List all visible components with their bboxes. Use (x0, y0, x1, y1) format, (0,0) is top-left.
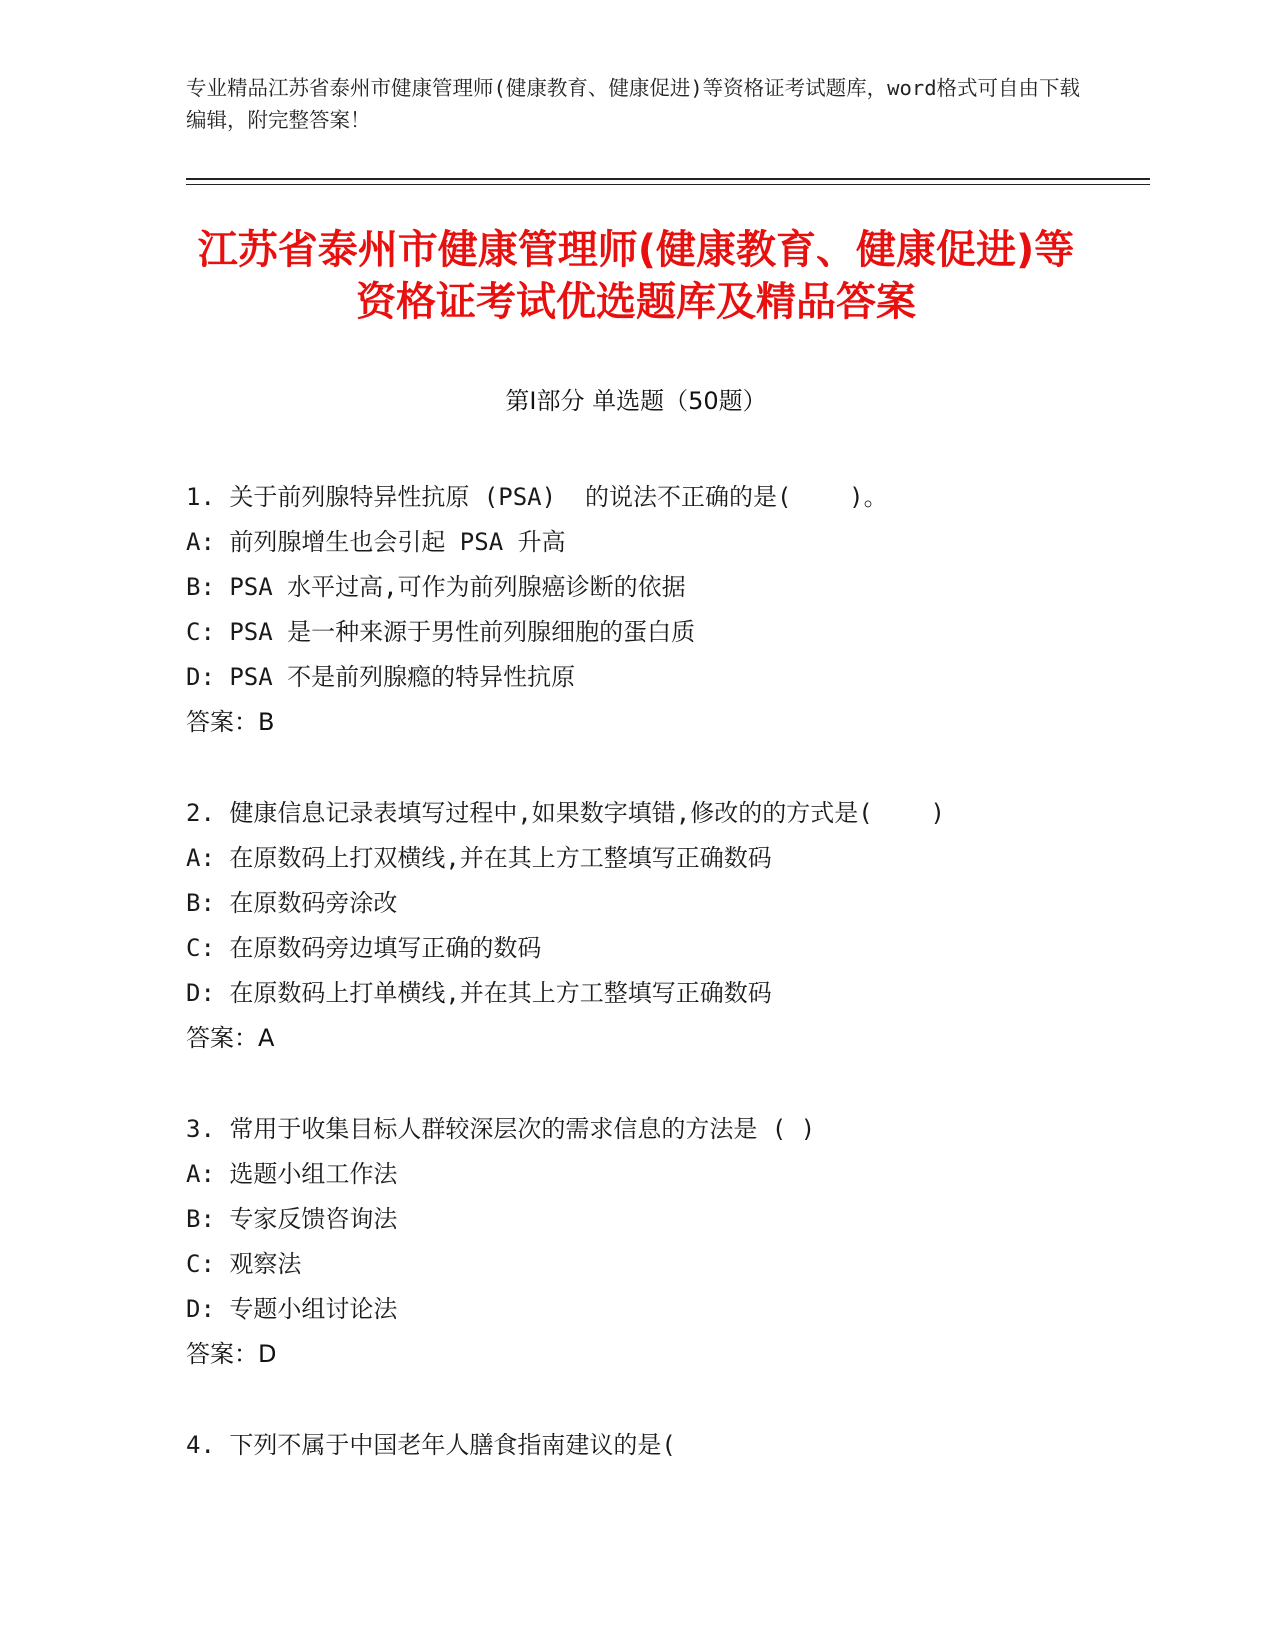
header-note: 专业精品江苏省泰州市健康管理师(健康教育、健康促进)等资格证考试题库，word格式可自由下载编辑，附完整答案！ (186, 76, 1081, 132)
answer: 答案：A (186, 1024, 275, 1052)
question-3 (186, 1107, 1146, 1377)
answer: 答案：D (186, 1340, 277, 1368)
option-b: B: 专家反馈咨询法 (186, 1205, 398, 1233)
question-stem: 4. 下列不属于中国老年人膳食指南建议的是( (186, 1431, 676, 1459)
header-rule-thin (186, 184, 1150, 185)
question-stem: 1. 关于前列腺特异性抗原 (PSA) 的说法不正确的是( )。 (186, 483, 888, 511)
option-c: C: 观察法 (186, 1250, 302, 1278)
option-d: D: PSA 不是前列腺瘾的特异性抗原 (186, 663, 576, 691)
option-b: B: PSA 水平过高,可作为前列腺癌诊断的依据 (186, 573, 686, 601)
question-2 (186, 791, 1146, 1061)
answer: 答案：B (186, 708, 275, 736)
option-d: D: 在原数码上打单横线,并在其上方工整填写正确数码 (186, 979, 772, 1007)
option-c: C: PSA 是一种来源于男性前列腺细胞的蛋白质 (186, 618, 696, 646)
option-c: C: 在原数码旁边填写正确的数码 (186, 934, 542, 962)
question-1 (186, 475, 1146, 745)
section-heading: 第Ⅰ部分 单选题（50题） (505, 387, 767, 415)
option-a: A: 选题小组工作法 (186, 1160, 398, 1188)
option-b: B: 在原数码旁涂改 (186, 889, 398, 917)
option-a: A: 前列腺增生也会引起 PSA 升高 (186, 528, 566, 556)
header-rule-thick (186, 178, 1150, 180)
document-title: 江苏省泰州市健康管理师(健康教育、健康促进)等资格证考试优选题库及精品答案 (197, 227, 1075, 325)
question-stem: 3. 常用于收集目标人群较深层次的需求信息的方法是 ( ) (186, 1115, 816, 1143)
question-4 (186, 1423, 1146, 1468)
question-list (186, 475, 1146, 1514)
option-d: D: 专题小组讨论法 (186, 1295, 398, 1323)
option-a: A: 在原数码上打双横线,并在其上方工整填写正确数码 (186, 844, 772, 872)
question-stem: 2. 健康信息记录表填写过程中,如果数字填错,修改的的方式是( ) (186, 799, 945, 827)
